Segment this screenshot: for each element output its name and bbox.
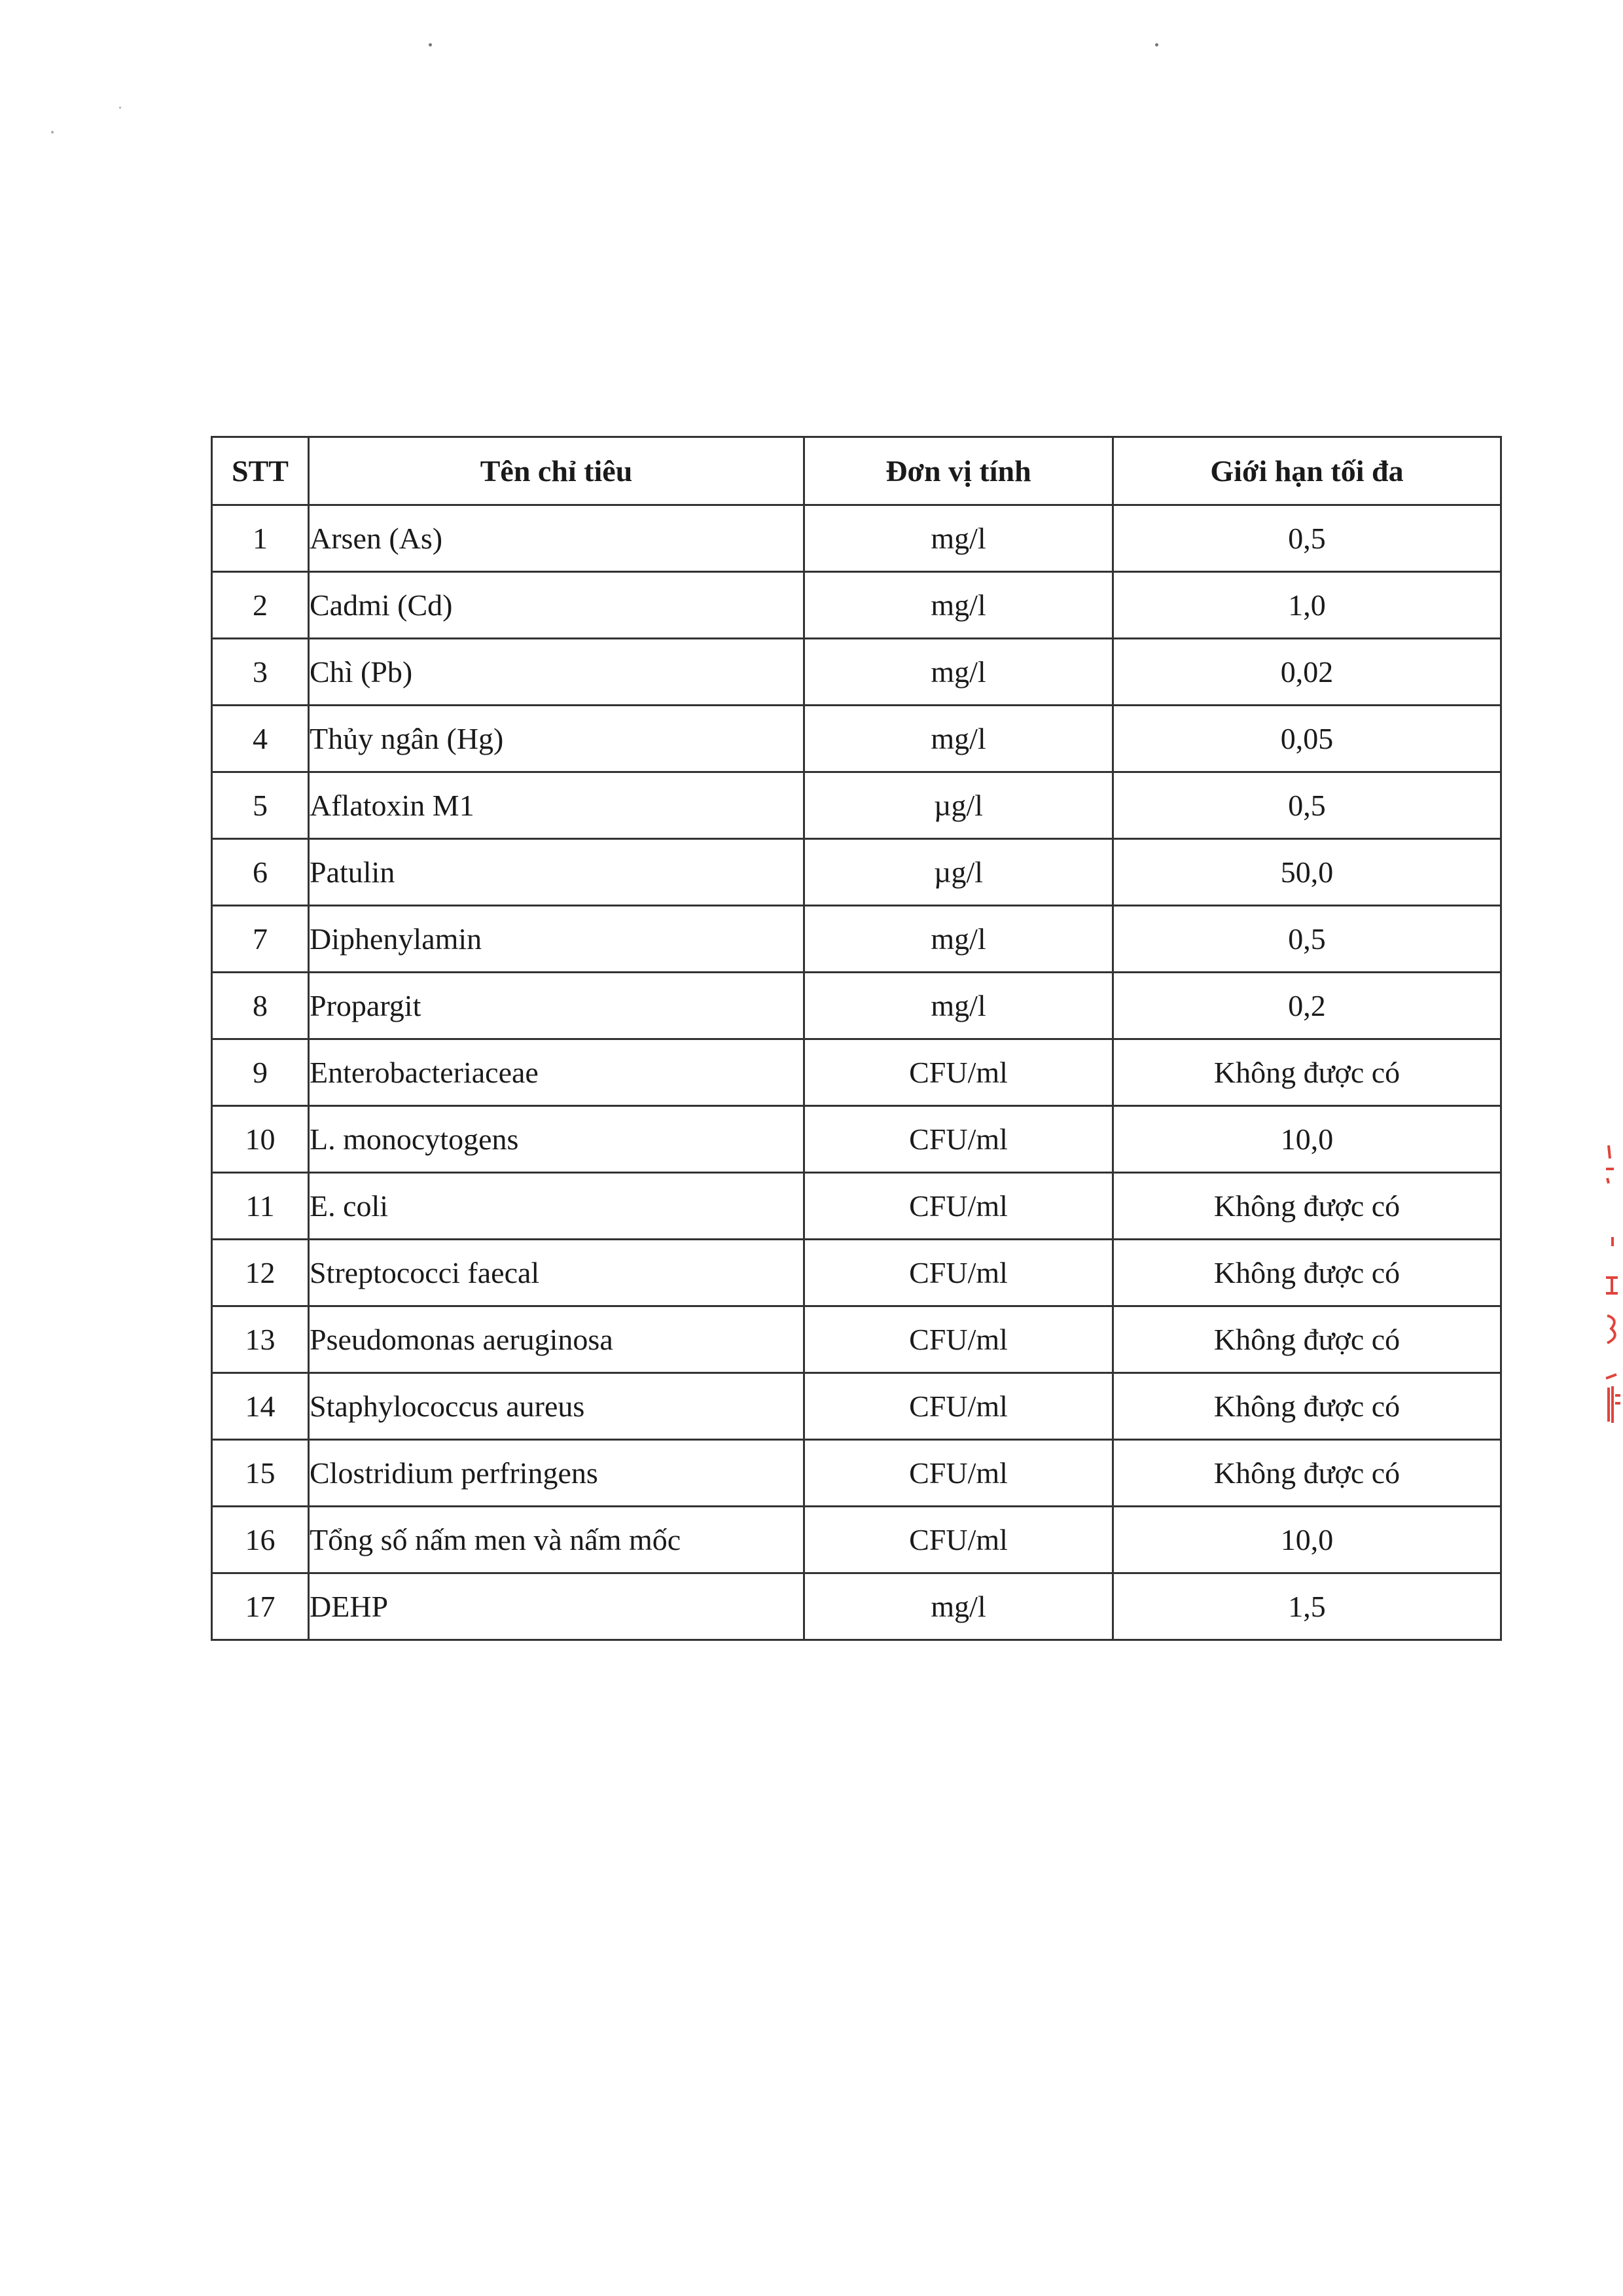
cell-limit: Không được có bbox=[1113, 1440, 1501, 1507]
cell-limit: 0,5 bbox=[1113, 906, 1501, 973]
scan-speck bbox=[119, 107, 121, 109]
cell-name: L. monocytogens bbox=[309, 1106, 804, 1173]
cell-stt: 7 bbox=[212, 906, 309, 973]
cell-name: Cadmi (Cd) bbox=[309, 572, 804, 639]
cell-limit: 1,0 bbox=[1113, 572, 1501, 639]
cell-unit: mg/l bbox=[804, 706, 1113, 772]
cell-name: Diphenylamin bbox=[309, 906, 804, 973]
cell-name: Clostridium perfringens bbox=[309, 1440, 804, 1507]
cell-name: Pseudomonas aeruginosa bbox=[309, 1306, 804, 1373]
table-row bbox=[212, 505, 1501, 572]
cell-stt: 6 bbox=[212, 839, 309, 906]
scan-speck bbox=[1155, 43, 1158, 46]
cell-limit: Không được có bbox=[1113, 1039, 1501, 1106]
cell-limit: Không được có bbox=[1113, 1240, 1501, 1306]
red-stamp-bleed bbox=[1602, 1139, 1623, 1427]
cell-stt: 4 bbox=[212, 706, 309, 772]
table-row bbox=[212, 973, 1501, 1039]
cell-unit: mg/l bbox=[804, 973, 1113, 1039]
cell-limit: 0,05 bbox=[1113, 706, 1501, 772]
table-row bbox=[212, 906, 1501, 973]
cell-unit: µg/l bbox=[804, 772, 1113, 839]
cell-name: Patulin bbox=[309, 839, 804, 906]
table-header-row bbox=[212, 437, 1501, 505]
cell-stt: 15 bbox=[212, 1440, 309, 1507]
table-row bbox=[212, 772, 1501, 839]
cell-limit: 10,0 bbox=[1113, 1507, 1501, 1573]
table-row bbox=[212, 1039, 1501, 1106]
cell-limit: 10,0 bbox=[1113, 1106, 1501, 1173]
cell-unit: mg/l bbox=[804, 906, 1113, 973]
cell-name: DEHP bbox=[309, 1573, 804, 1640]
cell-name: Staphylococcus aureus bbox=[309, 1373, 804, 1440]
cell-stt: 11 bbox=[212, 1173, 309, 1240]
table-row bbox=[212, 1507, 1501, 1573]
table-row bbox=[212, 639, 1501, 706]
cell-limit: Không được có bbox=[1113, 1373, 1501, 1440]
cell-name: Enterobacteriaceae bbox=[309, 1039, 804, 1106]
cell-unit: CFU/ml bbox=[804, 1507, 1113, 1573]
cell-limit: Không được có bbox=[1113, 1173, 1501, 1240]
cell-unit: mg/l bbox=[804, 505, 1113, 572]
cell-unit: CFU/ml bbox=[804, 1240, 1113, 1306]
cell-unit: CFU/ml bbox=[804, 1306, 1113, 1373]
table-row bbox=[212, 1306, 1501, 1373]
header-stt: STT bbox=[212, 437, 309, 505]
scan-speck bbox=[429, 43, 432, 46]
cell-unit: mg/l bbox=[804, 1573, 1113, 1640]
header-unit: Đơn vị tính bbox=[804, 437, 1113, 505]
cell-limit: 0,5 bbox=[1113, 772, 1501, 839]
header-name: Tên chỉ tiêu bbox=[309, 437, 804, 505]
cell-name: Propargit bbox=[309, 973, 804, 1039]
table-row bbox=[212, 1373, 1501, 1440]
cell-stt: 14 bbox=[212, 1373, 309, 1440]
cell-stt: 9 bbox=[212, 1039, 309, 1106]
cell-stt: 1 bbox=[212, 505, 309, 572]
cell-name: Chì (Pb) bbox=[309, 639, 804, 706]
cell-name: Streptococci faecal bbox=[309, 1240, 804, 1306]
cell-stt: 16 bbox=[212, 1507, 309, 1573]
cell-limit: 0,2 bbox=[1113, 973, 1501, 1039]
cell-name: Thủy ngân (Hg) bbox=[309, 706, 804, 772]
cell-unit: mg/l bbox=[804, 572, 1113, 639]
table-row bbox=[212, 1106, 1501, 1173]
cell-stt: 5 bbox=[212, 772, 309, 839]
table-row bbox=[212, 572, 1501, 639]
cell-stt: 8 bbox=[212, 973, 309, 1039]
cell-limit: 0,02 bbox=[1113, 639, 1501, 706]
table-row bbox=[212, 1173, 1501, 1240]
table-row bbox=[212, 1440, 1501, 1507]
header-limit: Giới hạn tối đa bbox=[1113, 437, 1501, 505]
cell-stt: 2 bbox=[212, 572, 309, 639]
cell-name: Aflatoxin M1 bbox=[309, 772, 804, 839]
cell-stt: 17 bbox=[212, 1573, 309, 1640]
cell-unit: mg/l bbox=[804, 639, 1113, 706]
cell-unit: µg/l bbox=[804, 839, 1113, 906]
cell-unit: CFU/ml bbox=[804, 1173, 1113, 1240]
cell-unit: CFU/ml bbox=[804, 1440, 1113, 1507]
cell-name: Tổng số nấm men và nấm mốc bbox=[309, 1507, 804, 1573]
table-row bbox=[212, 1573, 1501, 1640]
cell-unit: CFU/ml bbox=[804, 1039, 1113, 1106]
cell-limit: 1,5 bbox=[1113, 1573, 1501, 1640]
cell-limit: 50,0 bbox=[1113, 839, 1501, 906]
cell-stt: 13 bbox=[212, 1306, 309, 1373]
cell-limit: 0,5 bbox=[1113, 505, 1501, 572]
cell-stt: 10 bbox=[212, 1106, 309, 1173]
cell-stt: 12 bbox=[212, 1240, 309, 1306]
table-row bbox=[212, 1240, 1501, 1306]
cell-unit: CFU/ml bbox=[804, 1106, 1113, 1173]
cell-unit: CFU/ml bbox=[804, 1373, 1113, 1440]
cell-name: E. coli bbox=[309, 1173, 804, 1240]
cell-name: Arsen (As) bbox=[309, 505, 804, 572]
cell-limit: Không được có bbox=[1113, 1306, 1501, 1373]
limits-table bbox=[211, 436, 1502, 1641]
table-row bbox=[212, 839, 1501, 906]
cell-stt: 3 bbox=[212, 639, 309, 706]
table-row bbox=[212, 706, 1501, 772]
scan-speck bbox=[51, 131, 54, 134]
